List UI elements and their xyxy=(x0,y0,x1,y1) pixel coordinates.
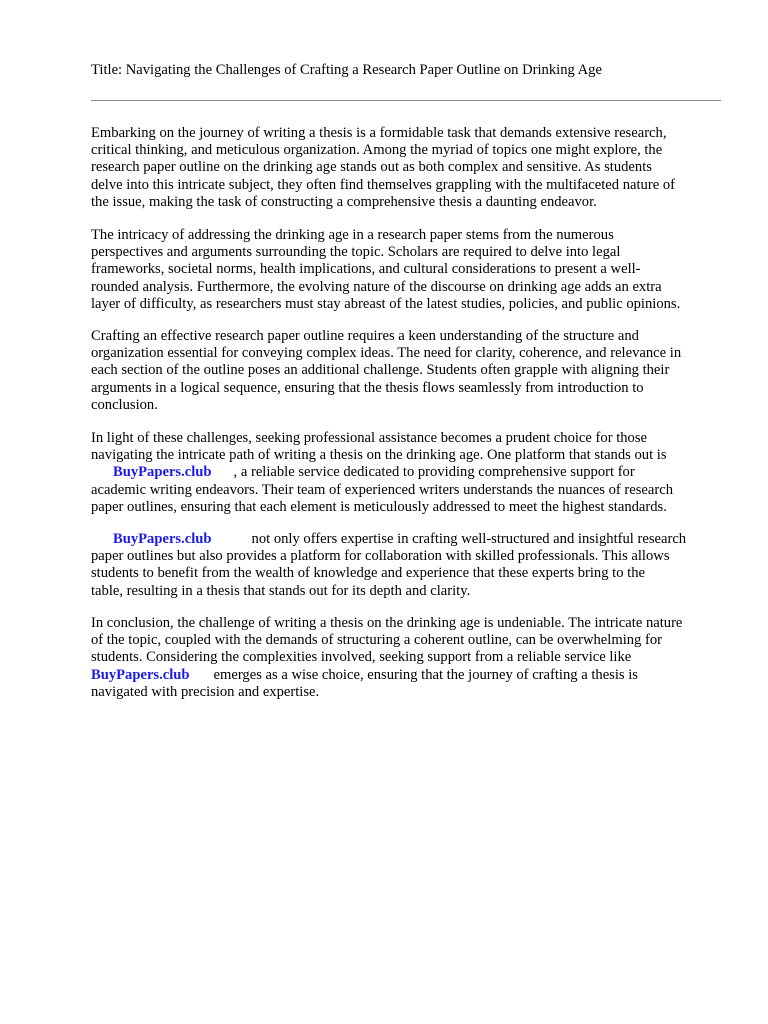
paragraph-line: Crafting an effective research paper outline requires a keen understanding of the structure and xyxy=(91,328,639,344)
paragraph-line: paper outlines but also provides a platform for collaboration with skilled professionals. This allows xyxy=(91,548,670,565)
paragraph-line-text: not only offers expertise in crafting well-structured and insightful research xyxy=(251,531,687,547)
paragraph-intricacy xyxy=(91,227,721,313)
paragraph-line: the issue, making the task of constructing a comprehensive thesis a daunting endeavor. xyxy=(91,193,597,210)
paragraph-conclusion xyxy=(91,615,721,701)
paragraph-line: layer of difficulty, as researchers must stay abreast of the latest studies, policies, and public opinions. xyxy=(91,295,681,312)
paragraph-line: navigating the intricate path of writing a thesis on the drinking age. One platform that stands out is xyxy=(91,447,667,464)
paragraph-introduction xyxy=(91,125,721,211)
paragraph-line: of the topic, coupled with the demands of structuring a coherent outline, can be overwhelming for xyxy=(91,632,663,649)
document-title: Title: Navigating the Challenges of Crafting a Research Paper Outline on Drinking Age xyxy=(91,62,602,78)
paragraph-line: critical thinking, and meticulous organization. Among the myriad of topics one might explore, the xyxy=(91,142,663,159)
paragraph-line: In conclusion, the challenge of writing a thesis on the drinking age is undeniable. The intricate nature xyxy=(91,615,683,631)
paragraph-line: academic writing endeavors. Their team of experienced writers understands the nuances of research xyxy=(91,481,674,498)
buypapers-link[interactable]: BuyPapers.club xyxy=(113,464,212,481)
paragraph-line xyxy=(91,464,721,481)
paragraph-line: Embarking on the journey of writing a thesis is a formidable task that demands extensive research, xyxy=(91,125,667,141)
paragraph-line: students to benefit from the wealth of knowledge and experience that these experts bring to the xyxy=(91,565,645,582)
paragraph-line-text: , a reliable service dedicated to providing comprehensive support for xyxy=(233,464,635,481)
buypapers-link[interactable]: BuyPapers.club xyxy=(113,531,212,547)
paragraph-line: perspectives and arguments surrounding the topic. Scholars are required to delve into legal xyxy=(91,244,621,261)
paragraph-line: navigated with precision and expertise. xyxy=(91,683,320,700)
title-divider xyxy=(91,100,721,101)
paragraph-line: The intricacy of addressing the drinking age in a research paper stems from the numerous xyxy=(91,227,614,243)
paragraph-line: organization essential for conveying complex ideas. The need for clarity, coherence, and relevance in xyxy=(91,345,682,362)
paragraph-line: paper outlines, ensuring that each element is meticulously addressed to meet the highest standards. xyxy=(91,498,667,515)
paragraph-assistance xyxy=(91,430,721,516)
paragraph-line: research paper outline on the drinking age stands out as both complex and sensitive. As students xyxy=(91,159,652,176)
paragraph-line: delve into this intricate subject, they often find themselves grappling with the multifaceted nature of xyxy=(91,176,675,193)
paragraph-line xyxy=(91,667,721,684)
paragraph-line: conclusion. xyxy=(91,396,158,413)
paragraph-line: table, resulting in a thesis that stands out for its depth and clarity. xyxy=(91,582,471,599)
paragraph-crafting xyxy=(91,328,721,414)
paragraph-line xyxy=(91,531,721,548)
paragraph-line: In light of these challenges, seeking professional assistance becomes a prudent choice for those xyxy=(91,430,648,446)
paragraph-buypapers xyxy=(91,531,721,600)
buypapers-link[interactable]: BuyPapers.club xyxy=(91,666,190,683)
paragraph-line: arguments in a logical sequence, ensuring that the thesis flows seamlessly from introduction to xyxy=(91,379,644,396)
paragraph-line: each section of the outline poses an additional challenge. Students often grapple with aligning their xyxy=(91,362,670,379)
paragraph-line: rounded analysis. Furthermore, the evolving nature of the discourse on drinking age adds an extra xyxy=(91,278,662,295)
paragraph-line: frameworks, societal norms, health implications, and cultural considerations to present a well- xyxy=(91,261,641,278)
paragraph-line: students. Considering the complexities involved, seeking support from a reliable service like xyxy=(91,649,632,666)
paragraph-line-text: emerges as a wise choice, ensuring that the journey of crafting a thesis is xyxy=(213,666,638,683)
